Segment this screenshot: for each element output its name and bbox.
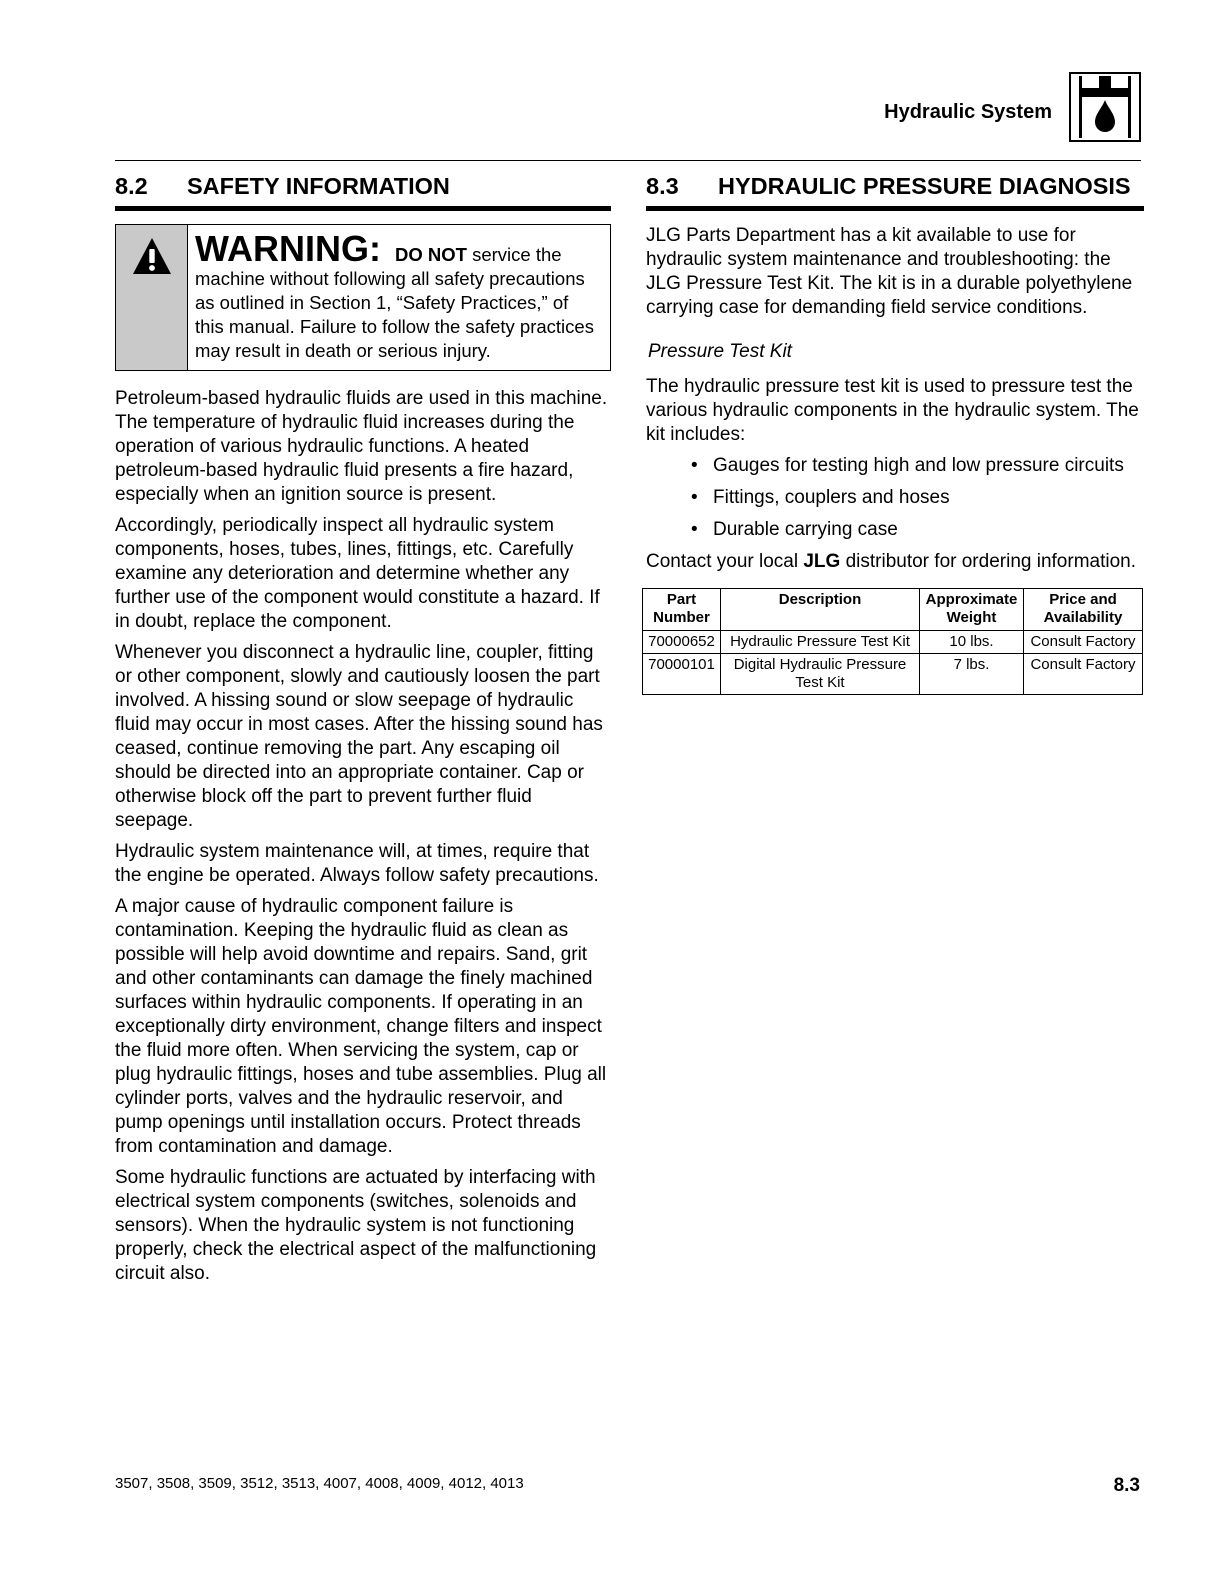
section-title: HYDRAULIC PRESSURE DIAGNOSIS — [718, 173, 1131, 199]
paragraph: Some hydraulic functions are actuated by interfacing with electrical system components (switches, solenoids and sensors). When the hydraulic system is not functioning properly, check the electrical aspect of the malfunctioning circuit also. — [115, 1167, 597, 1284]
running-header: Hydraulic System — [884, 101, 1052, 123]
parts-table — [642, 588, 1143, 695]
table-cell: 10 lbs. — [920, 631, 1024, 654]
column-header: Description — [721, 589, 920, 631]
list-item — [646, 486, 1144, 510]
bullet-icon: • — [691, 519, 698, 540]
paragraph: Hydraulic system maintenance will, at times, require that the engine be operated. Always follow safety precautions. — [115, 841, 599, 886]
bullet-icon: • — [691, 487, 698, 508]
warning-body: service the machine without following all safety precautions as outlined in Section 1, “Safety Practices,” of this manual. Failure to follow the safety practices may result in death or serious injury. — [195, 244, 594, 361]
list-item-text: Durable carrying case — [713, 519, 898, 540]
contact-text: distributor for ordering information. — [840, 551, 1136, 572]
table-cell: 7 lbs. — [920, 654, 1024, 695]
section-number: 8.3 — [646, 173, 679, 199]
paragraph: Whenever you disconnect a hydraulic line, coupler, fitting or other component, slowly and cautiously loosen the part involved. A hissing sound or slow seepage of hydraulic fluid may occur in most cases. After the hissing sound has ceased, continue removing the part. Any escaping oil should be directed into an appropriate container. Cap or otherwise block off the part to prevent further fluid seepage. — [115, 642, 603, 831]
page-number: 8.3 — [1113, 1475, 1140, 1496]
list-item — [646, 454, 1144, 478]
paragraph: Accordingly, periodically inspect all hydraulic system components, hoses, tubes, lines, fittings, etc. Carefully examine any deterioration and determine whether any further use of the component would constitute a hazard. If in doubt, replace the component. — [115, 515, 600, 632]
warning-text — [188, 225, 610, 370]
table-header-row — [643, 589, 1143, 631]
warning-triangle-icon — [132, 237, 172, 275]
table-cell: 70000101 — [643, 654, 721, 695]
contact-paragraph — [646, 550, 1144, 574]
table-cell: Consult Factory — [1024, 654, 1143, 695]
list-item — [646, 518, 1144, 542]
contact-brand: JLG — [803, 551, 841, 572]
hydraulic-cylinder-icon — [1069, 72, 1141, 142]
contact-text: Contact your local — [646, 551, 804, 572]
list-item-text: Gauges for testing high and low pressure circuits — [713, 455, 1124, 476]
table-cell: 70000652 — [643, 631, 721, 654]
left-column — [115, 170, 611, 1293]
warning-box — [115, 224, 611, 371]
paragraph: Petroleum-based hydraulic fluids are used in this machine. The temperature of hydraulic fluid increases during the operation of various hydraulic functions. A heated petroleum-based hydraulic fluid presents a fire hazard, especially when an ignition source is present. — [115, 388, 608, 505]
column-header: Price and Availability — [1024, 589, 1143, 631]
kit-contents-list — [646, 454, 1144, 542]
warning-lead: DO NOT — [394, 244, 467, 265]
table-row — [643, 654, 1143, 695]
section-heading-8-3 — [646, 170, 1144, 211]
right-column — [646, 170, 1144, 695]
bullet-icon: • — [691, 455, 698, 476]
table-row — [643, 631, 1143, 654]
column-header: Approximate Weight — [920, 589, 1024, 631]
section-title: SAFETY INFORMATION — [187, 173, 450, 199]
table-cell: Hydraulic Pressure Test Kit — [721, 631, 920, 654]
paragraph: A major cause of hydraulic component failure is contamination. Keeping the hydraulic fluid as clean as possible will help avoid downtime and repairs. Sand, grit and other contaminants can damage the finely machined surfaces within hydraulic components. If operating in an exceptionally dirty environment, change filters and inspect the fluid more often. When servicing the system, cap or plug hydraulic fittings, hoses and tube assemblies. Plug all cylinder ports, valves and the hydraulic reservoir, and pump openings until installation occurs. Protect threads from contamination and damage. — [115, 896, 607, 1157]
table-cell: Digital Hydraulic Pressure Test Kit — [721, 654, 920, 695]
footer-model-list: 3507, 3508, 3509, 3512, 3513, 4007, 4008, 4009, 4012, 4013 — [115, 1475, 524, 1492]
warning-label: WARNING: — [195, 228, 381, 269]
warning-sidebar — [116, 225, 188, 370]
intro-paragraph: JLG Parts Department has a kit available to use for hydraulic system maintenance and troubleshooting: the JLG Pressure Test Kit. The kit is in a durable polyethylene carrying case for demanding field service conditions. — [646, 225, 1133, 318]
subheading-pressure-test-kit: Pressure Test Kit — [648, 341, 792, 362]
section-heading-8-2 — [115, 170, 611, 211]
section-number: 8.2 — [115, 173, 148, 199]
table-cell: Consult Factory — [1024, 631, 1143, 654]
list-item-text: Fittings, couplers and hoses — [713, 487, 950, 508]
kit-paragraph: The hydraulic pressure test kit is used to pressure test the various hydraulic components in the hydraulic system. The kit includes: — [646, 376, 1139, 445]
header-rule — [115, 160, 1141, 161]
column-header: Part Number — [643, 589, 721, 631]
